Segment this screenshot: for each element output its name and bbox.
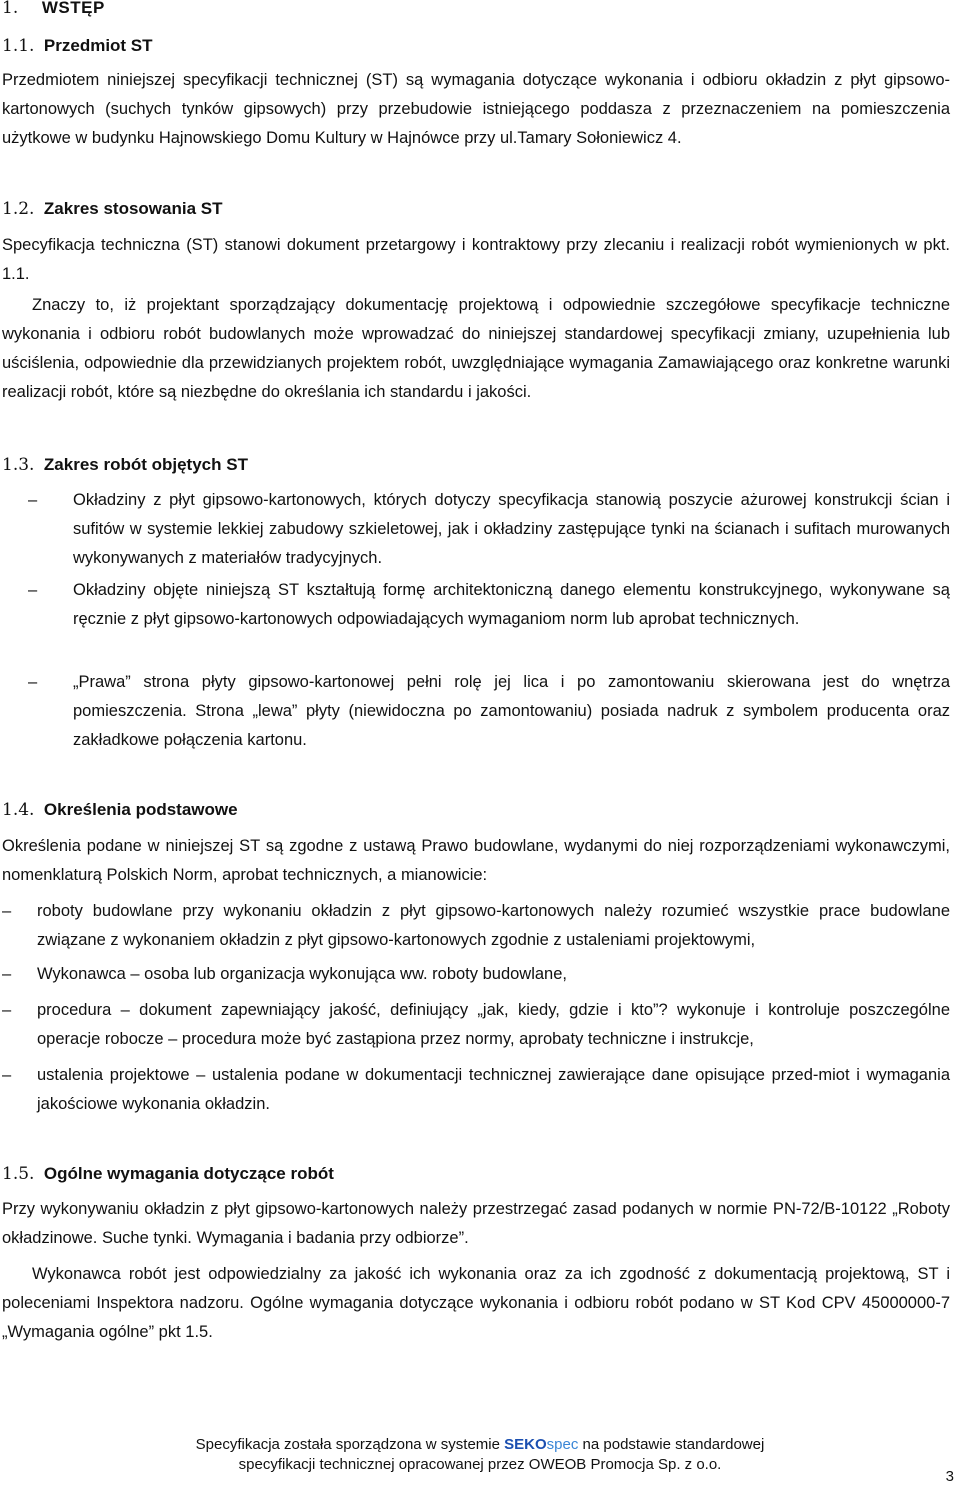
dash-bullet-icon: – [2, 902, 12, 920]
footer-line-2: specyfikacji technicznej opracowanej przez OWEOB Promocja Sp. z o.o. [238, 1456, 722, 1473]
footer-text-b: na podstawie standardowej [582, 1436, 765, 1453]
section-title: Określenia podstawowe [43, 800, 238, 819]
dash-bullet-icon: – [2, 1066, 12, 1084]
section-1-5-paragraph-2: Wykonawca robót jest odpowiedzialny za jakość ich wykonania oraz za ich zgodność z dokumentacją projektową, ST i poleceniami Inspektora nadzoru. Ogólne wymagania dotyczące wykonania i odbioru robót podano w ST Kod CPV 45000000-7 „Wymagania ogólne” pkt 1.5. [2, 1265, 950, 1341]
section-number: 1.4. [2, 800, 35, 820]
section-title: Przedmiot ST [43, 36, 153, 55]
section-number: 1.2. [2, 199, 35, 219]
footer-text-a: Specyfikacja została sporządzona w systemie [195, 1436, 500, 1453]
logo-text-seko: SEKO [504, 1436, 547, 1453]
section-heading-1-1 [2, 34, 153, 58]
chapter-number: 1. [2, 0, 19, 18]
dash-bullet-icon: – [28, 491, 38, 509]
dash-bullet-icon: – [28, 673, 38, 691]
list-item-text: Wykonawca – osoba lub organizacja wykonująca ww. roboty budowlane, [37, 965, 567, 983]
section-heading-1-3 [2, 453, 248, 477]
chapter-heading [2, 0, 105, 20]
list-item-text: Okładziny z płyt gipsowo-kartonowych, których dotyczy specyfikacja stanowią poszycie ażurowej konstrukcji ścian i sufitów w systemie lekkiej zabudowy szkieletowej, jak i okładziny zastępujące tynki na ścianach i sufitach murowanych wykonywanych z materiałów tradycyjnych. [73, 491, 950, 567]
section-number: 1.3. [2, 455, 35, 475]
logo-text-spec: spec [546, 1436, 579, 1453]
sekospec-logo [504, 1436, 578, 1453]
footer-line-1 [0, 1435, 960, 1455]
section-1-1-paragraph: Przedmiotem niniejszej specyfikacji technicznej (ST) są wymagania dotyczące wykonania i odbioru okładzin z płyt gipsowo-kartonowych (suchych tynków gipsowych) przy przebudowie istniejącego poddasza z przeznaczeniem na pomieszczenia użytkowe w budynku Hajnowskiego Domu Kultury w Hajnówce przy ul.Tamary Sołoniewicz 4. [2, 71, 950, 147]
section-1-2-paragraph-1: Specyfikacja techniczna (ST) stanowi dokument przetargowy i kontraktowy przy zlecaniu i realizacji robót wymienionych w pkt. 1.1. [2, 236, 950, 283]
list-item [2, 996, 950, 1054]
section-number: 1.1. [2, 36, 35, 56]
list-item [2, 897, 950, 955]
list-item-text: ustalenia projektowe – ustalenia podane w dokumentacji technicznej zawierające dane opisujące przed-miot i wymagania jakościowe wykonania okładzin. [37, 1066, 950, 1113]
section-1-4-intro: Określenia podane w niniejszej ST są zgodne z ustawą Prawo budowlane, wydanymi do niej rozporządzeniami wykonawczymi, nomenklaturą Polskich Norm, aprobat technicznych, a mianowicie: [2, 837, 950, 884]
dash-bullet-icon: – [2, 965, 12, 983]
list-item-text: roboty budowlane przy wykonaniu okładzin z płyt gipsowo-kartonowych należy rozumieć wszystkie prace budowlane związane z wykonaniem okładzin z płyt gipsowo-kartonowych zgodnie z ustaleniami projektowymi, [37, 902, 950, 949]
list-item [28, 486, 950, 573]
section-title: Zakres stosowania ST [43, 199, 223, 218]
list-item-text: „Prawa” strona płyty gipsowo-kartonowej pełni rolę jej lica i po zamontowaniu skierowana jest do wnętrza pomieszczenia. Strona „lewa” płyty (niewidoczna po zamontowaniu) posiada nadruk z symbolem producenta oraz zakładkowe połączenia kartonu. [73, 673, 950, 749]
list-item-text: procedura – dokument zapewniający jakość, definiujący „jak, kiedy, gdzie i kto”? wykonuje i kontroluje poszczególne operacje robocze – procedura może być zastąpiona przez normy, aprobaty techniczne i instrukcje, [37, 1001, 950, 1048]
section-1-2-paragraph-2: Znaczy to, iż projektant sporządzający dokumentację projektową i odpowiednie szczegółowe specyfikacje techniczne wykonania i odbioru robót budowlanych może wprowadzać do niniejszej standardowej specyfikacji zmiany, uzupełnienia lub uściślenia, odpowiednie dla przewidzianych projektem robót, uwzględniające wymagania Zamawiającego oraz konkretne warunki realizacji robót, które są niezbędne do określania ich standardu i jakości. [2, 296, 950, 401]
section-1-5-paragraph-1: Przy wykonywaniu okładzin z płyt gipsowo-kartonowych należy przestrzegać zasad podanych w normie PN-72/B-10122 „Roboty okładzinowe. Suche tynki. Wymagania i badania przy odbiorze”. [2, 1200, 950, 1247]
dash-bullet-icon: – [28, 581, 38, 599]
page-footer [0, 1435, 960, 1475]
section-heading-1-2 [2, 197, 222, 221]
section-number: 1.5. [2, 1164, 35, 1184]
list-item [28, 576, 950, 634]
chapter-title: WSTĘP [41, 0, 105, 17]
section-title: Zakres robót objętych ST [43, 455, 248, 474]
section-title: Ogólne wymagania dotyczące robót [43, 1164, 334, 1183]
section-heading-1-5 [2, 1162, 334, 1186]
list-item [2, 1061, 950, 1119]
section-heading-1-4 [2, 798, 238, 822]
page-number: 3 [945, 1468, 954, 1485]
list-item [28, 668, 950, 755]
dash-bullet-icon: – [2, 1001, 12, 1019]
list-item [2, 960, 950, 989]
list-item-text: Okładziny objęte niniejszą ST kształtują formę architektoniczną danego elementu konstrukcyjnego, wykonywane są ręcznie z płyt gipsowo-kartonowych odpowiadających wymaganiom norm lub aprobat technicznych. [73, 581, 950, 628]
